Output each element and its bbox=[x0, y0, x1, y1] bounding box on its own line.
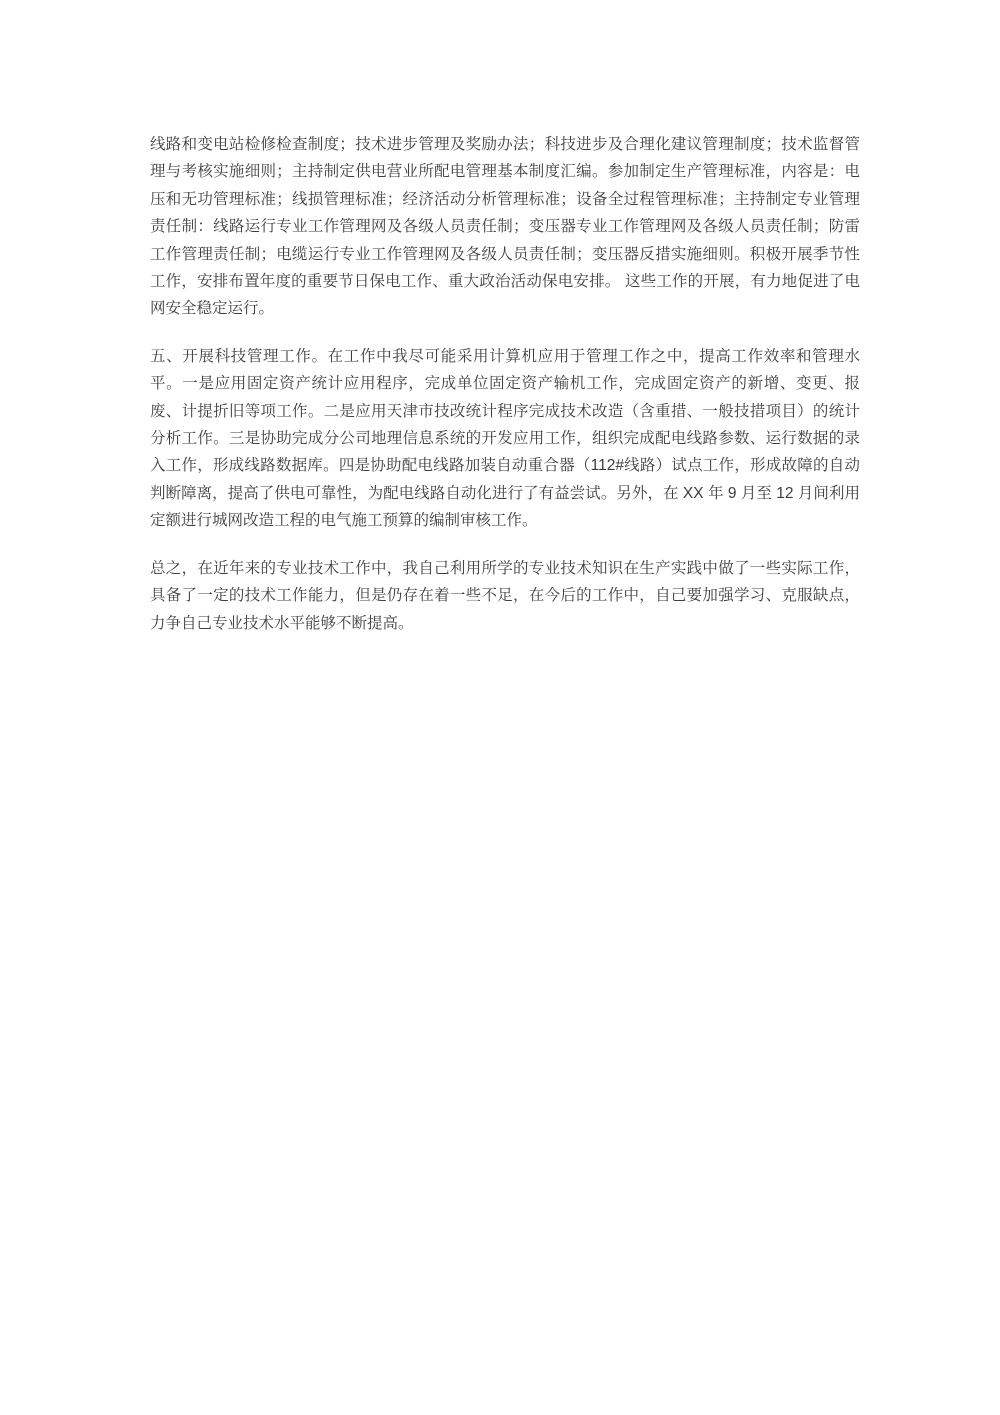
document-text-block bbox=[150, 131, 860, 637]
paragraph-work-systems: 线路和变电站检修检查制度；技术进步管理及奖励办法；科技进步及合理化建议管理制度；技术监督管理与考核实施细则；主持制定供电营业所配电管理基本制度汇编。参加制定生产管理标准，内容是：电压和无功管理标准；线损管理标准；经济活动分析管理标准；设备全过程管理标准；主持制定专业管理责任制：线路运行专业工作管理网及各级人员责任制；变压器专业工作管理网及各级人员责任制；防雷工作管理责任制；电缆运行专业工作管理网及各级人员责任制；变压器反措实施细则。积极开展季节性工作，安排布置年度的重要节日保电工作、重大政治活动保电安排。 这些工作的开展，有力地促进了电网安全稳定运行。 bbox=[150, 136, 860, 318]
paragraph-conclusion: 总之，在近年来的专业技术工作中，我自己利用所学的专业技术知识在生产实践中做了一些实际工作，具备了一定的技术工作能力，但是仍存在着一些不足，在今后的工作中，自己要加强学习、克服缺点，力争自己专业技术水平能够不断提高。 bbox=[150, 559, 860, 632]
paragraph-tech-management: 五、开展科技管理工作。在工作中我尽可能采用计算机应用于管理工作之中，提高工作效率和管理水平。一是应用固定资产统计应用程序，完成单位固定资产输机工作，完成固定资产的新增、变更、报废、计提折旧等项工作。二是应用天津市技改统计程序完成技术改造（含重措、一般技措项目）的统计分析工作。三是协助完成分公司地理信息系统的开发应用工作，组织完成配电线路参数、运行数据的录入工作，形成线路数据库。四是协助配电线路加装自动重合器（112#线路）试点工作，形成故障的自动判断障离，提高了供电可靠性，为配电线路自动化进行了有益尝试。另外，在 XX 年 9 月至 12 月间利用定额进行城网改造工程的电气施工预算的编制审核工作。 bbox=[150, 347, 860, 530]
